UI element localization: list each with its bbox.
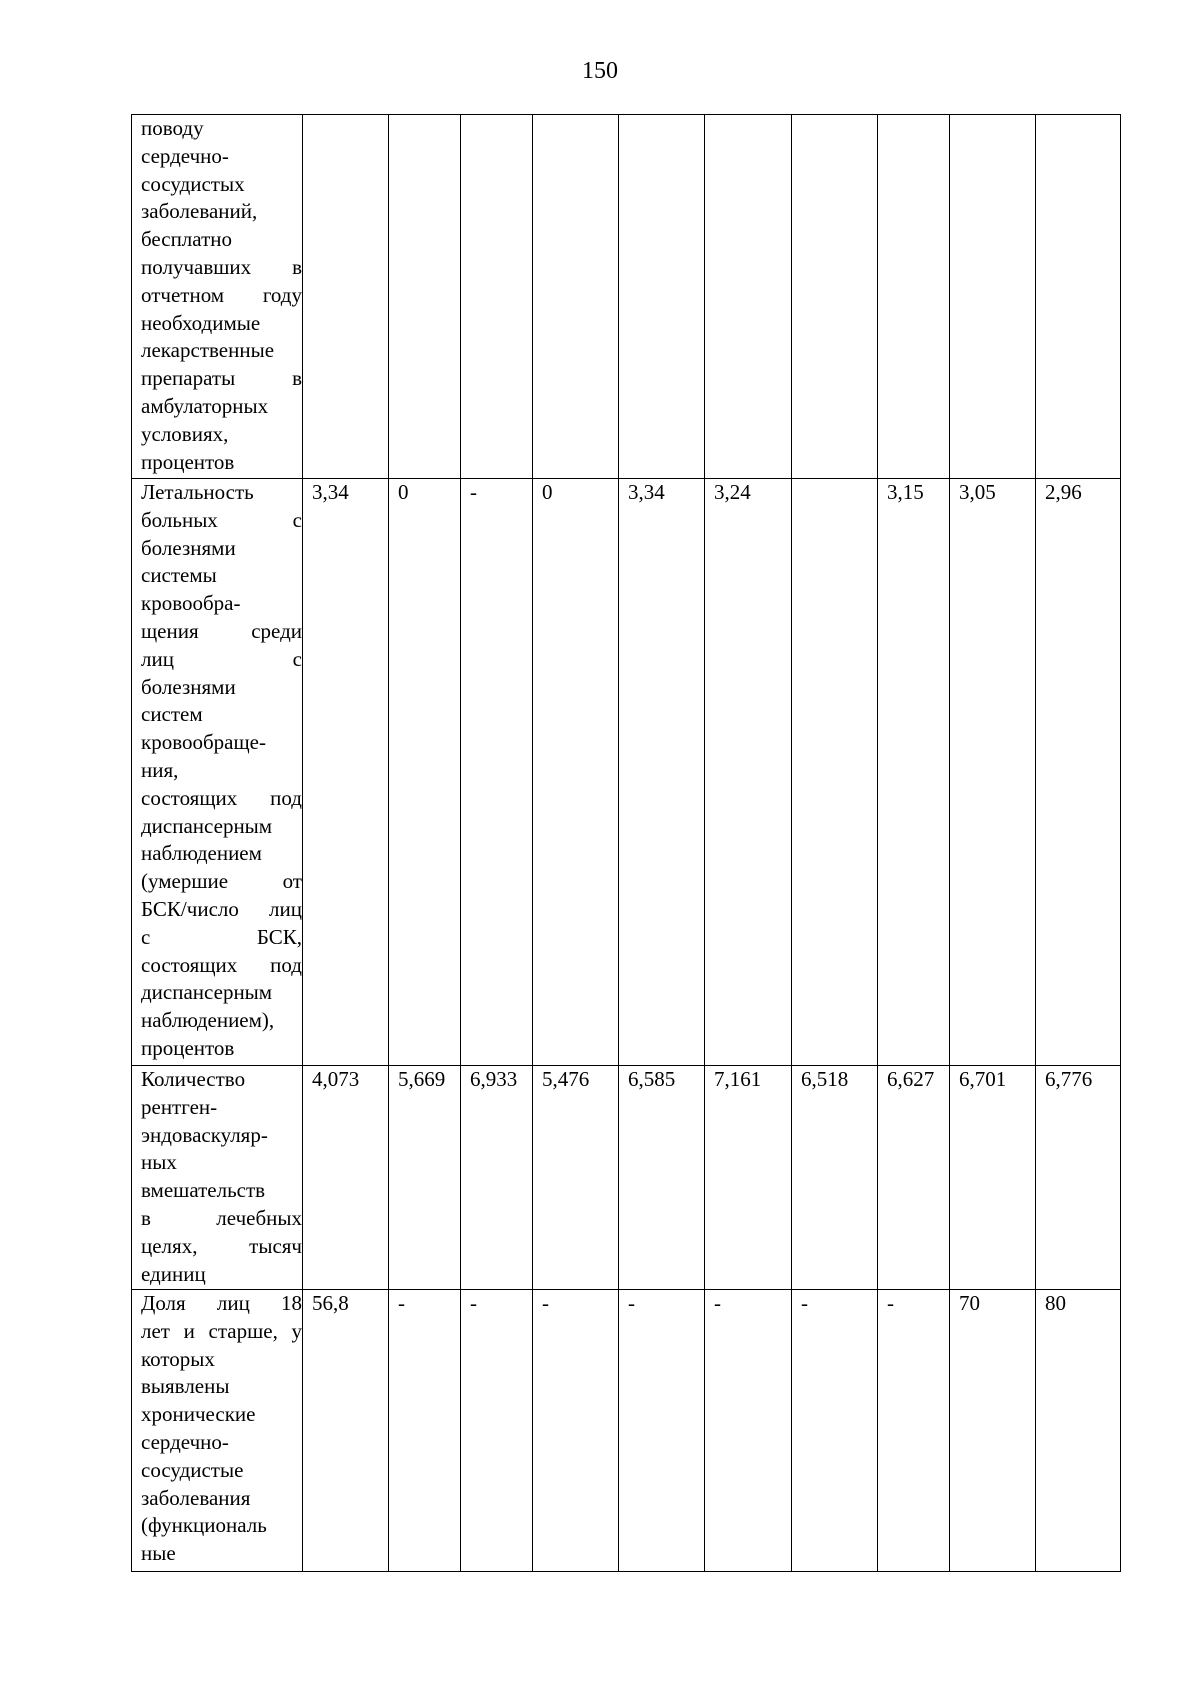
indicator-label-line: получавших в (141, 254, 302, 279)
value-cell (705, 1066, 792, 1290)
value-cell (303, 1290, 389, 1572)
indicator-label-line: наблюдением), (141, 1008, 275, 1033)
indicator-label-line: БСК/число лиц (141, 896, 302, 921)
indicator-label-line: сердечно- (141, 143, 229, 168)
indicator-label-line: (умершие от (141, 869, 302, 894)
value-text: 56,8 (312, 1291, 349, 1315)
indicator-label-line: которых (141, 1346, 215, 1371)
value-cell (1036, 1290, 1121, 1572)
value-text: 6,776 (1045, 1067, 1093, 1091)
indicator-label-line: препараты в (141, 366, 302, 391)
value-cell (461, 479, 533, 1066)
indicator-label-line: Количество (141, 1067, 246, 1091)
value-cell (950, 479, 1036, 1066)
indicator-label-line: амбулаторных (141, 393, 269, 418)
indicator-label-line: процентов (141, 449, 235, 474)
indicator-label-line: процентов (141, 1035, 235, 1060)
value-cell (461, 1290, 533, 1572)
indicator-label-line: отчетном году (141, 282, 302, 307)
indicator-label-line: наблюдением (141, 841, 262, 866)
indicator-label-line: болезнями (141, 674, 236, 699)
indicator-label-line: диспансерным (141, 980, 273, 1005)
indicator-label-cell (132, 479, 303, 1066)
value-text: 3,15 (887, 480, 924, 504)
table-body (132, 115, 1121, 1572)
indicator-label-line: бесплатно (141, 227, 232, 252)
table-row (132, 479, 1121, 1066)
indicator-label-line: в лечебных (141, 1205, 302, 1230)
indicator-table (131, 114, 1121, 1572)
value-cell (389, 115, 461, 479)
value-cell (792, 1290, 878, 1572)
value-text: - (470, 1291, 477, 1315)
value-text: 0 (398, 480, 409, 504)
value-cell (792, 115, 878, 479)
indicator-label-line: с БСК, (141, 924, 302, 949)
value-text: - (801, 1291, 808, 1315)
indicator-label-line: системы (141, 563, 217, 588)
value-cell (461, 115, 533, 479)
value-text: - (470, 480, 477, 504)
value-text: - (714, 1291, 721, 1315)
indicator-label-line: единиц (141, 1261, 206, 1286)
indicator-label-line: лиц с (141, 646, 302, 671)
indicator-label-line: щения среди (141, 618, 302, 643)
value-cell (950, 1290, 1036, 1572)
indicator-label-line: условиях, (141, 421, 229, 446)
indicator-label-line: болезнями (141, 535, 236, 560)
value-cell (619, 1290, 705, 1572)
indicator-label-line: заболевания (141, 1485, 251, 1510)
value-cell (461, 1066, 533, 1290)
indicator-label-line: необходимые (141, 310, 261, 335)
indicator-label-line: рентген- (141, 1094, 218, 1119)
value-text: 6,585 (628, 1067, 676, 1091)
value-text: 5,476 (542, 1067, 590, 1091)
value-text: 2,96 (1045, 480, 1082, 504)
indicator-label-line: больных с (141, 507, 302, 532)
value-cell (533, 479, 619, 1066)
value-cell (303, 115, 389, 479)
indicator-label-line: сосудистые (141, 1457, 244, 1482)
indicator-label-line: лет и старше, у (141, 1318, 302, 1343)
value-text: 3,34 (628, 480, 665, 504)
value-cell (705, 115, 792, 479)
value-cell (950, 115, 1036, 479)
value-text: - (628, 1291, 635, 1315)
value-text: 3,34 (312, 480, 349, 504)
value-cell (878, 1066, 950, 1290)
indicator-label-line: ния, (141, 757, 179, 782)
value-text: 7,161 (714, 1067, 762, 1091)
indicator-label-line: сосудистых (141, 171, 245, 196)
value-cell (533, 1290, 619, 1572)
value-text: 6,701 (959, 1067, 1007, 1091)
indicator-label-line: хронические (141, 1402, 256, 1427)
indicator-label-line: (функциональ (141, 1513, 267, 1538)
value-cell (533, 115, 619, 479)
indicator-label-line: состоящих под (141, 952, 302, 977)
table-row (132, 115, 1121, 479)
indicator-label-line: диспансерным (141, 813, 273, 838)
value-cell (619, 479, 705, 1066)
value-cell (878, 115, 950, 479)
value-cell (1036, 479, 1121, 1066)
value-text: - (398, 1291, 405, 1315)
indicator-label-line: заболеваний, (141, 199, 258, 224)
value-text: 6,518 (801, 1067, 849, 1091)
indicator-label-line: систем (141, 702, 203, 727)
value-text: 3,05 (959, 480, 996, 504)
value-cell (619, 1066, 705, 1290)
page-number: 150 (582, 58, 618, 84)
indicator-label-cell (132, 1066, 303, 1290)
value-cell (878, 1290, 950, 1572)
indicator-label-line: вмешательств (141, 1178, 266, 1203)
value-text: - (542, 1291, 549, 1315)
table-row (132, 1066, 1121, 1290)
indicator-label-cell (132, 115, 303, 479)
indicator-label-line: лекарственные (141, 338, 275, 363)
indicator-label-line: выявлены (141, 1374, 230, 1399)
value-cell (792, 479, 878, 1066)
value-cell (1036, 1066, 1121, 1290)
value-cell (619, 115, 705, 479)
indicator-label-line: кровообраще- (141, 730, 266, 755)
value-cell (705, 1290, 792, 1572)
value-text: 70 (959, 1291, 980, 1315)
value-text: 6,627 (887, 1067, 935, 1091)
indicator-label-line: сердечно- (141, 1429, 229, 1454)
value-text: 6,933 (470, 1067, 518, 1091)
table-row (132, 1290, 1121, 1572)
value-text: 5,669 (398, 1067, 446, 1091)
value-text: 4,073 (312, 1067, 360, 1091)
value-cell (533, 1066, 619, 1290)
indicator-label-line: кровообра- (141, 591, 241, 616)
value-cell (705, 479, 792, 1066)
value-cell (950, 1066, 1036, 1290)
indicator-label-line: Доля лиц 18 (141, 1291, 302, 1315)
value-text: 0 (542, 480, 553, 504)
value-text: 3,24 (714, 480, 751, 504)
value-cell (303, 1066, 389, 1290)
value-cell (878, 479, 950, 1066)
indicator-label-line: ные (141, 1541, 176, 1566)
value-cell (1036, 115, 1121, 479)
value-cell (792, 1066, 878, 1290)
value-text: - (887, 1291, 894, 1315)
indicator-label-line: целях, тысяч (141, 1233, 302, 1258)
indicator-label-line: состоящих под (141, 785, 302, 810)
value-cell (389, 1066, 461, 1290)
value-cell (389, 1290, 461, 1572)
value-text: 80 (1045, 1291, 1066, 1315)
value-cell (389, 479, 461, 1066)
indicator-label-line: эндоваскуляр- (141, 1122, 268, 1147)
indicator-label-line: Летальность (141, 480, 254, 504)
value-cell (303, 479, 389, 1066)
indicator-label-cell (132, 1290, 303, 1572)
indicator-label-line: ных (141, 1150, 177, 1175)
indicator-label-line: поводу (141, 116, 204, 140)
